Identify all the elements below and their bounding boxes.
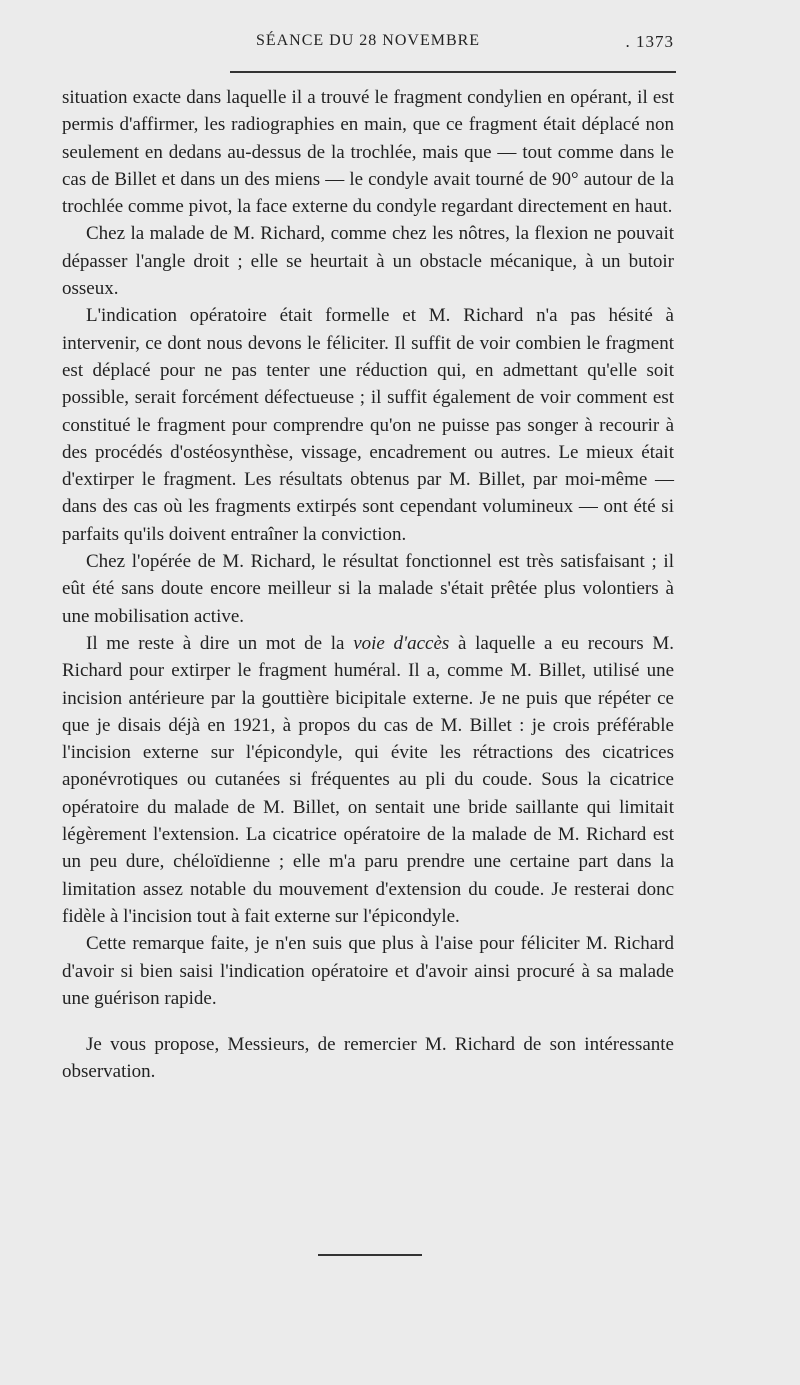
paragraph-2: Chez la malade de M. Richard, comme chez les nôtres, la flexion ne pouvait dépasser l'angle droit ; elle se heurtait à un obstacle mécanique, à un butoir osseux.	[62, 223, 674, 300]
running-title: SÉANCE DU 28 NOVEMBRE	[255, 32, 481, 49]
running-header	[62, 30, 674, 54]
header-rule	[230, 71, 676, 73]
paragraph-7: Je vous propose, Messieurs, de remercier M. Richard de son intéressante observation.	[62, 1034, 674, 1083]
closing-rule	[318, 1254, 422, 1256]
paragraph-gap	[62, 1012, 674, 1031]
paragraph-6: Cette remarque faite, je n'en suis que plus à l'aise pour féliciter M. Richard d'avoir si bien saisi l'indication opératoire et d'avoir ainsi procuré à sa malade une guérison rapide.	[62, 933, 674, 1009]
body-text	[62, 84, 674, 1086]
paragraph-3: L'indication opératoire était formelle et M. Richard n'a pas hésité à intervenir, ce dont nous devons le féliciter. Il suffit de voir combien le fragment est déplacé pour ne pas tenter une réduction qui, en admettant qu'elle soit possible, serait forcément défectueuse ; il suffit également de voir comment est constitué le fragment pour comprendre qu'on ne puisse pas songer à recourir à des procédés d'ostéosynthèse, vissage, encadrement ou autres. Le mieux était d'extirper le fragment. Les résultats obtenus par M. Billet, par moi-même — dans des cas où les fragments extirpés sont cependant volumineux — ont été si parfaits qu'ils doivent entraîner la conviction.	[62, 305, 674, 545]
paragraph-1: situation exacte dans laquelle il a trouvé le fragment condylien en opérant, il est permis d'affirmer, les radiographies en main, que ce fragment était déplacé non seulement en dedans au-dessus de la trochlée, mais que — tout comme dans le cas de Billet et dans un des miens — le condyle avait tourné de 90° autour de la trochlée comme pivot, la face externe du condyle regardant directement en haut.	[62, 87, 674, 218]
paragraph-5-start: Il me reste à dire un mot de la	[86, 632, 354, 654]
paragraph-4: Chez l'opérée de M. Richard, le résultat fonctionnel est très satisfaisant ; il eût été sans doute encore meilleur si la malade s'était prêtée plus volontiers à une mobilisation active.	[62, 551, 674, 627]
paragraph-5-italic: voie d'accès	[353, 632, 450, 654]
paragraph-5	[62, 630, 674, 930]
page-number: . 1373	[625, 32, 674, 51]
paragraph-5-end: à laquelle a eu recours M. Richard pour extirper le fragment huméral. Il a, comme M. Billet, utilisé une incision antérieure par la gouttière bicipitale externe. Je ne puis que répéter ce que je disais déjà en 1921, à propos du cas de M. Billet : je crois préférable l'incision externe sur l'épicondyle, qui évite les rétractions des cicatrices aponévrotiques ou cutanées si fréquentes au pli du coude. Sous la cicatrice opératoire du malade de M. Billet, on sentait une bride saillante qui limitait légèrement l'extension. La cicatrice opératoire de la malade de M. Richard est un peu dure, chéloïdienne ; elle m'a paru prendre une certaine part dans la limitation assez notable du mouvement d'extension du coude. Je resterai donc fidèle à l'incision tout à fait externe sur l'épicondyle.	[62, 632, 675, 927]
